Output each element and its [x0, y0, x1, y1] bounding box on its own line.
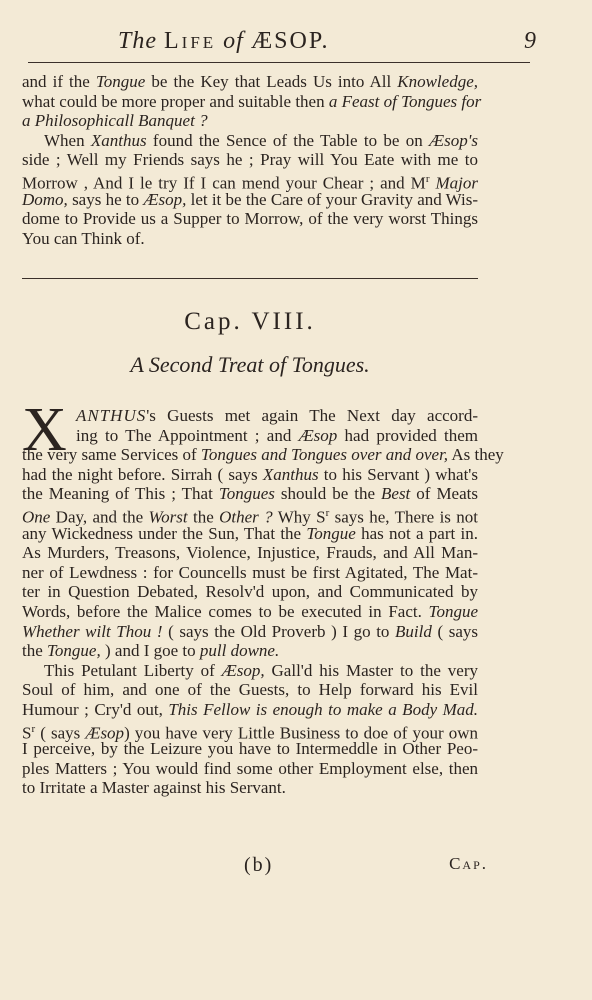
running-title-life: Life: [164, 28, 217, 54]
text-run: of Meats: [410, 484, 478, 504]
text-run: Major: [435, 173, 478, 193]
text-run: Xanthus: [90, 130, 147, 150]
text-run: Gall'd his Master to the very: [264, 660, 478, 680]
text-run: Worst: [148, 507, 188, 527]
text-run: to his Servant ) what's: [318, 464, 478, 484]
text-run: Words, before the Malice comes to be executed in Fact.: [22, 601, 429, 621]
text-run: You can Think of.: [22, 228, 145, 248]
text-run: side ; Well my Friends says he ; Pray will You Eate with me to: [22, 150, 478, 170]
text-line: [22, 622, 478, 642]
text-line: [22, 641, 478, 661]
text-line: [22, 72, 478, 92]
text-run: Tongues: [218, 484, 275, 504]
text-run: Whether wilt Thou !: [22, 621, 163, 641]
text-run: the: [22, 641, 48, 661]
text-line: [22, 543, 478, 563]
text-run: Æsop,: [221, 660, 265, 680]
text-run: Humour ; Cry'd out,: [22, 699, 169, 719]
signature-mark: (b): [244, 854, 274, 876]
text-line: [22, 524, 478, 544]
header-rule: [28, 62, 530, 63]
text-line: [22, 661, 478, 681]
text-run: a Philosophicall Banquet ?: [22, 111, 208, 131]
text-run: Other ?: [219, 507, 273, 527]
text-run: ing to The Appointment ; and: [76, 425, 299, 445]
text-run: be the Key that Leads Us into All: [145, 72, 398, 91]
text-run: has not a part in.: [355, 523, 478, 543]
text-run: Æsop's: [429, 130, 478, 150]
text-run: One: [22, 507, 51, 527]
text-run: ner of Lewdness : for Councells must be first Agitated, The Mat-: [22, 562, 478, 582]
text-run: r: [31, 722, 36, 735]
text-line: [22, 406, 478, 426]
paragraph-continuation: [22, 72, 482, 248]
drop-cap: X: [22, 396, 67, 464]
text-line: [22, 91, 482, 112]
text-line: [22, 739, 478, 759]
page-footer: [22, 854, 488, 880]
text-run: ( says: [35, 723, 86, 743]
page-number: 9: [524, 28, 536, 54]
text-run: I perceive, by the Leizure you have to Intermeddle in Other Peo-: [22, 739, 478, 759]
text-run: This Petulant Liberty of: [44, 660, 222, 680]
text-run: r: [425, 172, 430, 185]
text-line: [22, 700, 478, 720]
text-run: let it be the Care of your Gravity and Wis-: [186, 189, 479, 209]
text-line: [22, 209, 478, 229]
text-run: Tongue: [306, 523, 356, 543]
text-run: and if the: [22, 72, 96, 91]
text-run: When: [44, 130, 91, 150]
text-run: Tongue: [95, 72, 146, 91]
text-run: ter in Question Debated, Resolv'd upon, and Communicated by: [22, 582, 478, 602]
text-run: ANTHUS: [76, 406, 147, 425]
text-run: ples Matters ; You would find some other Employment else, then: [22, 758, 478, 778]
text-run: had provided them: [337, 425, 478, 445]
text-line: [22, 190, 478, 210]
text-run: Æsop,: [143, 189, 187, 209]
text-line: [22, 111, 478, 131]
text-run: Why S: [272, 507, 326, 527]
text-run: Build: [395, 621, 432, 641]
text-run: Day, and the: [50, 507, 149, 527]
text-run: should be the: [274, 484, 382, 504]
text-run: As Murders, Treasons, Violence, Injustice, Frauds, and All Man-: [22, 543, 478, 563]
chapter-body-text: [22, 406, 504, 798]
text-run: This Fellow is enough to make a Body Mad.: [168, 699, 479, 719]
text-run: Tongue: [428, 601, 478, 621]
text-run: ) and I goe to: [100, 641, 200, 661]
text-run: Tongue,: [47, 641, 101, 661]
text-run: Knowledge,: [397, 72, 478, 91]
text-run: to Irritate a Master against his Servant.: [22, 778, 286, 798]
text-run: Tongues and Tongues over and over,: [200, 445, 449, 465]
text-line: [22, 563, 478, 583]
chapter-subtitle: A Second Treat of Tongues.: [130, 352, 370, 377]
text-run: 's Guests met again The Next day accord-: [146, 406, 478, 425]
running-title-of: of: [223, 28, 244, 54]
running-title-the: The: [118, 28, 157, 54]
text-run: Xanthus: [262, 464, 319, 484]
text-run: ) you have very Little Business to doe of your own: [124, 723, 478, 743]
text-run: Morrow , And I le try If I can mend your Chear ; and M: [22, 173, 426, 193]
text-line: [22, 170, 478, 193]
chapter-heading: Cap. VIII.: [184, 308, 316, 335]
text-line: [22, 680, 478, 700]
text-line: [22, 426, 478, 446]
text-line: [22, 150, 478, 170]
text-run: Domo,: [22, 189, 68, 209]
text-run: dome to Provide us a Supper to Morrow, of the very worst Things: [22, 209, 478, 229]
text-run: the Meaning of This ; That: [22, 484, 219, 504]
text-line: [22, 445, 504, 465]
text-run: a Feast of Tongues for: [328, 91, 482, 111]
text-line: [22, 229, 478, 249]
text-run: Æsop: [298, 425, 338, 445]
text-run: had the night before. Sirrah ( says: [22, 464, 263, 484]
text-line: [22, 465, 478, 485]
text-line: [22, 504, 478, 527]
section-divider-rule: [22, 278, 478, 279]
text-run: Soul of him, and one of the Guests, to Help forward his Evil: [22, 680, 478, 700]
text-line: [22, 484, 478, 504]
text-run: pull downe.: [199, 641, 280, 661]
running-title: [118, 28, 330, 55]
text-run: says he to: [67, 189, 144, 209]
text-run: Best: [381, 484, 411, 504]
text-run: Æsop: [85, 723, 125, 743]
text-run: found the Sence of the Table to be on: [146, 130, 430, 150]
running-title-aesop: ÆSOP.: [250, 28, 330, 54]
text-run: ( says: [431, 621, 478, 641]
running-head: [60, 28, 536, 62]
text-line: [22, 131, 478, 151]
text-run: says he, There is not: [329, 507, 478, 527]
text-run: what could be more proper and suitable then: [22, 91, 329, 111]
text-line: [22, 778, 478, 798]
text-run: S: [22, 723, 32, 743]
text-run: As they: [448, 445, 504, 465]
text-line: [22, 759, 478, 779]
text-run: ( says the Old Proverb ) I go to: [162, 621, 396, 641]
text-line: [22, 602, 478, 622]
text-line: [22, 720, 478, 743]
text-run: the very same Services of: [22, 445, 201, 465]
text-line: [22, 582, 478, 602]
text-run: r: [325, 506, 330, 519]
text-run: the: [187, 507, 220, 527]
text-run: any Wickedness under the Sun, That the: [22, 523, 307, 543]
catchword: Cap.: [449, 854, 488, 873]
